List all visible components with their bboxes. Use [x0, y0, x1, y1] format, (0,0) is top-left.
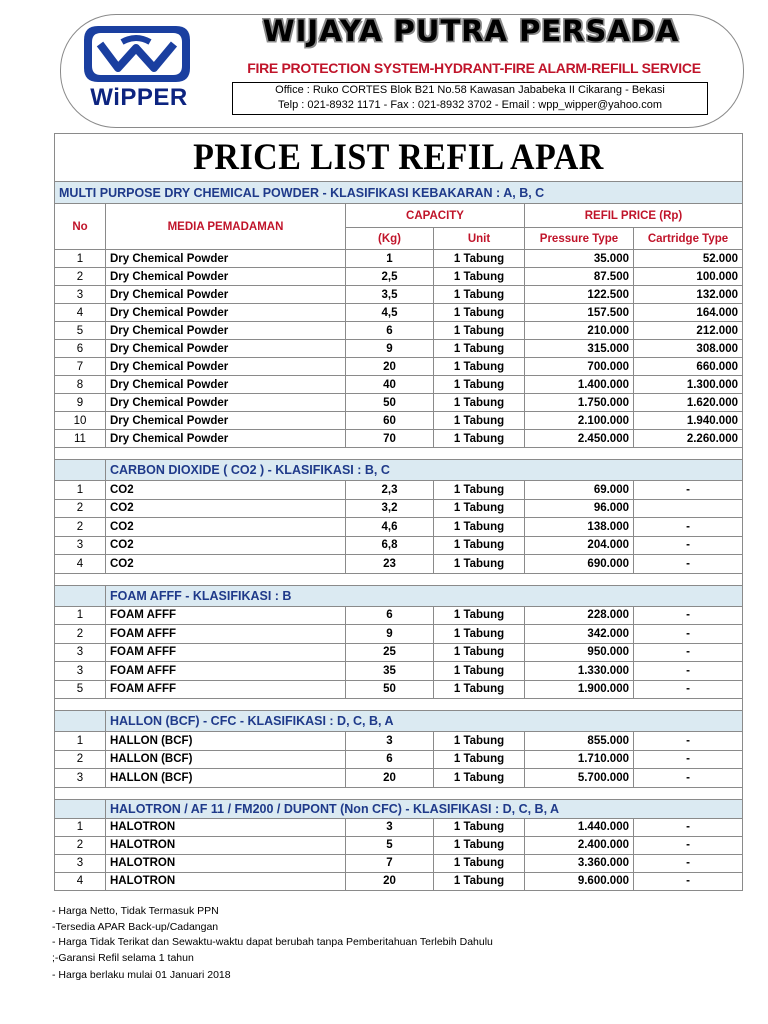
cell-pressure-price: 2.450.000	[525, 430, 634, 448]
logo-text: WiPPER	[90, 84, 188, 111]
section-blank-cell	[55, 711, 106, 732]
table-row	[55, 340, 743, 358]
cell-pressure-price: 210.000	[525, 322, 634, 340]
cell-media: Dry Chemical Powder	[106, 304, 346, 322]
cell-pressure-price: 3.360.000	[525, 854, 634, 872]
cell-unit: 1 Tabung	[434, 376, 525, 394]
cell-cartridge-price: -	[634, 555, 743, 574]
cell-no: 1	[55, 250, 106, 268]
cell-no: 10	[55, 412, 106, 430]
table-row	[55, 358, 743, 376]
cell-capacity: 70	[346, 430, 434, 448]
title-row	[55, 134, 743, 182]
cell-cartridge-price: -	[634, 606, 743, 625]
cell-no: 3	[55, 536, 106, 555]
cell-unit: 1 Tabung	[434, 430, 525, 448]
cell-media: Dry Chemical Powder	[106, 340, 346, 358]
cell-pressure-price: 1.440.000	[525, 818, 634, 836]
cell-cartridge-price: 132.000	[634, 286, 743, 304]
cell-cartridge-price: -	[634, 818, 743, 836]
cell-capacity: 3	[346, 732, 434, 751]
cell-media: Dry Chemical Powder	[106, 412, 346, 430]
header-row	[55, 204, 743, 228]
cell-capacity: 4,5	[346, 304, 434, 322]
spacer-row	[55, 699, 743, 711]
cell-unit: 1 Tabung	[434, 854, 525, 872]
cell-unit: 1 Tabung	[434, 643, 525, 662]
cell-capacity: 25	[346, 643, 434, 662]
table-row	[55, 872, 743, 890]
cell-pressure-price: 96.000	[525, 499, 634, 518]
cell-capacity: 2,5	[346, 268, 434, 286]
cell-cartridge-price: 308.000	[634, 340, 743, 358]
cell-cartridge-price: -	[634, 481, 743, 500]
cell-pressure-price: 228.000	[525, 606, 634, 625]
note-item: ;-Garansi Refil selama 1 tahun	[52, 951, 194, 964]
contact-info: Telp : 021-8932 1171 - Fax : 021-8932 3702 - Email : wpp_wipper@yahoo.com	[278, 99, 662, 111]
cell-pressure-price: 1.330.000	[525, 662, 634, 681]
cell-cartridge-price: -	[634, 750, 743, 769]
cell-media: HALLON (BCF)	[106, 750, 346, 769]
cell-unit: 1 Tabung	[434, 250, 525, 268]
cell-cartridge-price: 2.260.000	[634, 430, 743, 448]
price-table	[54, 133, 743, 891]
cell-pressure-price: 1.750.000	[525, 394, 634, 412]
note-item: - Harga Netto, Tidak Termasuk PPN	[52, 905, 219, 917]
page-title: PRICE LIST REFIL APAR	[55, 131, 743, 184]
section-title: HALLON (BCF) - CFC - KLASIFIKASI : D, C, B, A	[106, 711, 743, 732]
cell-no: 1	[55, 481, 106, 500]
cell-unit: 1 Tabung	[434, 662, 525, 681]
cell-media: FOAM AFFF	[106, 662, 346, 681]
cell-cartridge-price: -	[634, 643, 743, 662]
cell-media: HALOTRON	[106, 836, 346, 854]
cell-no: 3	[55, 769, 106, 788]
header-pressure: Pressure Type	[525, 228, 634, 250]
cell-media: FOAM AFFF	[106, 606, 346, 625]
table-row	[55, 643, 743, 662]
services-line: FIRE PROTECTION SYSTEM-HYDRANT-FIRE ALARM-REFILL SERVICE	[247, 60, 701, 76]
cell-capacity: 6,8	[346, 536, 434, 555]
cell-no: 3	[55, 854, 106, 872]
table-row	[55, 606, 743, 625]
cell-pressure-price: 1.710.000	[525, 750, 634, 769]
table-row	[55, 430, 743, 448]
header-unit: Unit	[434, 228, 525, 250]
section-title: FOAM AFFF - KLASIFIKASI : B	[106, 585, 743, 606]
cell-unit: 1 Tabung	[434, 872, 525, 890]
cell-cartridge-price: -	[634, 680, 743, 699]
table-row	[55, 499, 743, 518]
cell-no: 7	[55, 358, 106, 376]
section-blank-cell	[55, 460, 106, 481]
cell-media: Dry Chemical Powder	[106, 268, 346, 286]
header-no: No	[55, 204, 106, 250]
cell-unit: 1 Tabung	[434, 818, 525, 836]
cell-media: FOAM AFFF	[106, 625, 346, 644]
cell-no: 4	[55, 872, 106, 890]
table-row	[55, 376, 743, 394]
note-item: - Harga Tidak Terikat dan Sewaktu-waktu dapat berubah tanpa Pemberitahuan Terlebih Dahulu	[52, 936, 493, 948]
cell-capacity: 7	[346, 854, 434, 872]
cell-cartridge-price: -	[634, 769, 743, 788]
cell-unit: 1 Tabung	[434, 750, 525, 769]
cell-unit: 1 Tabung	[434, 836, 525, 854]
cell-capacity: 4,6	[346, 518, 434, 537]
section-title: HALOTRON / AF 11 / FM200 / DUPONT (Non CFC) - KLASIFIKASI : D, C, B, A	[106, 799, 743, 818]
table-row	[55, 268, 743, 286]
cell-pressure-price: 5.700.000	[525, 769, 634, 788]
cell-unit: 1 Tabung	[434, 769, 525, 788]
cell-unit: 1 Tabung	[434, 499, 525, 518]
cell-capacity: 6	[346, 322, 434, 340]
cell-pressure-price: 69.000	[525, 481, 634, 500]
cell-media: HALLON (BCF)	[106, 769, 346, 788]
header-capacity: CAPACITY	[346, 204, 525, 228]
cell-no: 1	[55, 732, 106, 751]
cell-cartridge-price: -	[634, 518, 743, 537]
cell-cartridge-price: 212.000	[634, 322, 743, 340]
cell-media: Dry Chemical Powder	[106, 430, 346, 448]
section-row	[55, 585, 743, 606]
table-row	[55, 518, 743, 537]
cell-media: HALOTRON	[106, 872, 346, 890]
cell-capacity: 23	[346, 555, 434, 574]
cell-no: 6	[55, 340, 106, 358]
table-row	[55, 750, 743, 769]
table-row	[55, 250, 743, 268]
cell-capacity: 6	[346, 606, 434, 625]
table-row	[55, 394, 743, 412]
cell-cartridge-price: 52.000	[634, 250, 743, 268]
cell-unit: 1 Tabung	[434, 268, 525, 286]
cell-unit: 1 Tabung	[434, 340, 525, 358]
cell-no: 8	[55, 376, 106, 394]
cell-media: CO2	[106, 555, 346, 574]
cell-media: HALOTRON	[106, 818, 346, 836]
cell-no: 3	[55, 643, 106, 662]
cell-cartridge-price: 1.940.000	[634, 412, 743, 430]
cell-cartridge-price: 660.000	[634, 358, 743, 376]
cell-capacity: 20	[346, 358, 434, 376]
cell-cartridge-price: 164.000	[634, 304, 743, 322]
spacer-row	[55, 787, 743, 799]
cell-pressure-price: 2.400.000	[525, 836, 634, 854]
cell-capacity: 20	[346, 872, 434, 890]
spacer-row	[55, 573, 743, 585]
cell-capacity: 3,5	[346, 286, 434, 304]
cell-no: 9	[55, 394, 106, 412]
cell-pressure-price: 1.900.000	[525, 680, 634, 699]
cell-cartridge-price: -	[634, 536, 743, 555]
company-logo	[76, 22, 202, 118]
table-row	[55, 769, 743, 788]
cell-media: Dry Chemical Powder	[106, 250, 346, 268]
spacer-row	[55, 448, 743, 460]
cell-unit: 1 Tabung	[434, 286, 525, 304]
cell-media: CO2	[106, 481, 346, 500]
table-row	[55, 732, 743, 751]
office-address: Office : Ruko CORTES Blok B21 No.58 Kawasan Jababeka II Cikarang - Bekasi	[275, 84, 665, 96]
table-row	[55, 680, 743, 699]
cell-media: FOAM AFFF	[106, 680, 346, 699]
cell-no: 1	[55, 818, 106, 836]
cell-no: 3	[55, 662, 106, 681]
cell-media: FOAM AFFF	[106, 643, 346, 662]
cell-unit: 1 Tabung	[434, 358, 525, 376]
cell-media: Dry Chemical Powder	[106, 376, 346, 394]
cell-pressure-price: 315.000	[525, 340, 634, 358]
cell-media: HALOTRON	[106, 854, 346, 872]
cell-pressure-price: 700.000	[525, 358, 634, 376]
spacer-cell	[55, 787, 743, 799]
cell-pressure-price: 342.000	[525, 625, 634, 644]
cell-cartridge-price: -	[634, 854, 743, 872]
cell-no: 11	[55, 430, 106, 448]
section-row	[55, 799, 743, 818]
cell-unit: 1 Tabung	[434, 680, 525, 699]
cell-capacity: 2,3	[346, 481, 434, 500]
cell-pressure-price: 2.100.000	[525, 412, 634, 430]
cell-unit: 1 Tabung	[434, 322, 525, 340]
section-title: MULTI PURPOSE DRY CHEMICAL POWDER - KLASIFIKASI KEBAKARAN : A, B, C	[55, 182, 743, 204]
cell-media: Dry Chemical Powder	[106, 394, 346, 412]
section-row	[55, 182, 743, 204]
table-row	[55, 481, 743, 500]
cell-no: 2	[55, 625, 106, 644]
cell-capacity: 3,2	[346, 499, 434, 518]
cell-no: 3	[55, 286, 106, 304]
table-row	[55, 625, 743, 644]
cell-capacity: 35	[346, 662, 434, 681]
notes	[52, 904, 493, 984]
table-row	[55, 304, 743, 322]
cell-cartridge-price: 100.000	[634, 268, 743, 286]
cell-no: 4	[55, 304, 106, 322]
note-item: - Harga berlaku mulai 01 Januari 2018	[52, 969, 231, 981]
cell-media: HALLON (BCF)	[106, 732, 346, 751]
contact-box	[232, 82, 708, 115]
cell-capacity: 5	[346, 836, 434, 854]
table-row	[55, 818, 743, 836]
cell-unit: 1 Tabung	[434, 555, 525, 574]
cell-no: 2	[55, 499, 106, 518]
company-name: WIJAYA PUTRA PERSADA	[262, 14, 680, 48]
section-row	[55, 460, 743, 481]
cell-media: CO2	[106, 536, 346, 555]
section-blank-cell	[55, 799, 106, 818]
cell-capacity: 60	[346, 412, 434, 430]
cell-capacity: 50	[346, 394, 434, 412]
cell-unit: 1 Tabung	[434, 606, 525, 625]
cell-no: 5	[55, 322, 106, 340]
cell-capacity: 20	[346, 769, 434, 788]
note-item: -Tersedia APAR Back-up/Cadangan	[52, 920, 219, 933]
cell-media: CO2	[106, 518, 346, 537]
cell-no: 2	[55, 836, 106, 854]
cell-unit: 1 Tabung	[434, 625, 525, 644]
cell-capacity: 3	[346, 818, 434, 836]
section-title: CARBON DIOXIDE ( CO2 ) - KLASIFIKASI : B, C	[106, 460, 743, 481]
table-row	[55, 836, 743, 854]
cell-no: 4	[55, 555, 106, 574]
cell-unit: 1 Tabung	[434, 518, 525, 537]
cell-cartridge-price: -	[634, 625, 743, 644]
table-row	[55, 286, 743, 304]
cell-media: Dry Chemical Powder	[106, 358, 346, 376]
header-kg: (Kg)	[346, 228, 434, 250]
cell-pressure-price: 122.500	[525, 286, 634, 304]
table-row	[55, 555, 743, 574]
cell-no: 2	[55, 750, 106, 769]
cell-unit: 1 Tabung	[434, 412, 525, 430]
table-row	[55, 536, 743, 555]
cell-capacity: 50	[346, 680, 434, 699]
cell-capacity: 9	[346, 625, 434, 644]
spacer-cell	[55, 448, 743, 460]
cell-pressure-price: 9.600.000	[525, 872, 634, 890]
cell-media: Dry Chemical Powder	[106, 322, 346, 340]
cell-no: 5	[55, 680, 106, 699]
table-row	[55, 662, 743, 681]
section-row	[55, 711, 743, 732]
cell-pressure-price: 690.000	[525, 555, 634, 574]
cell-capacity: 6	[346, 750, 434, 769]
cell-cartridge-price: 1.300.000	[634, 376, 743, 394]
cell-pressure-price: 87.500	[525, 268, 634, 286]
cell-media: Dry Chemical Powder	[106, 286, 346, 304]
cell-no: 1	[55, 606, 106, 625]
header-refil-price: REFIL PRICE (Rp)	[525, 204, 743, 228]
cell-media: CO2	[106, 499, 346, 518]
cell-unit: 1 Tabung	[434, 536, 525, 555]
table-row	[55, 854, 743, 872]
table-row	[55, 322, 743, 340]
cell-cartridge-price	[634, 499, 743, 518]
cell-capacity: 40	[346, 376, 434, 394]
cell-cartridge-price: -	[634, 662, 743, 681]
cell-cartridge-price: -	[634, 872, 743, 890]
cell-no: 2	[55, 518, 106, 537]
cell-unit: 1 Tabung	[434, 304, 525, 322]
cell-pressure-price: 950.000	[525, 643, 634, 662]
header-cartridge: Cartridge Type	[634, 228, 743, 250]
section-blank-cell	[55, 585, 106, 606]
spacer-cell	[55, 573, 743, 585]
wipper-emblem-icon	[78, 22, 196, 86]
spacer-cell	[55, 699, 743, 711]
cell-capacity: 9	[346, 340, 434, 358]
cell-pressure-price: 157.500	[525, 304, 634, 322]
cell-pressure-price: 1.400.000	[525, 376, 634, 394]
cell-pressure-price: 138.000	[525, 518, 634, 537]
cell-cartridge-price: -	[634, 732, 743, 751]
table-row	[55, 412, 743, 430]
cell-pressure-price: 204.000	[525, 536, 634, 555]
cell-pressure-price: 855.000	[525, 732, 634, 751]
cell-capacity: 1	[346, 250, 434, 268]
cell-pressure-price: 35.000	[525, 250, 634, 268]
cell-unit: 1 Tabung	[434, 732, 525, 751]
header-media: MEDIA PEMADAMAN	[106, 204, 346, 250]
cell-cartridge-price: -	[634, 836, 743, 854]
cell-cartridge-price: 1.620.000	[634, 394, 743, 412]
cell-no: 2	[55, 268, 106, 286]
cell-unit: 1 Tabung	[434, 394, 525, 412]
cell-unit: 1 Tabung	[434, 481, 525, 500]
